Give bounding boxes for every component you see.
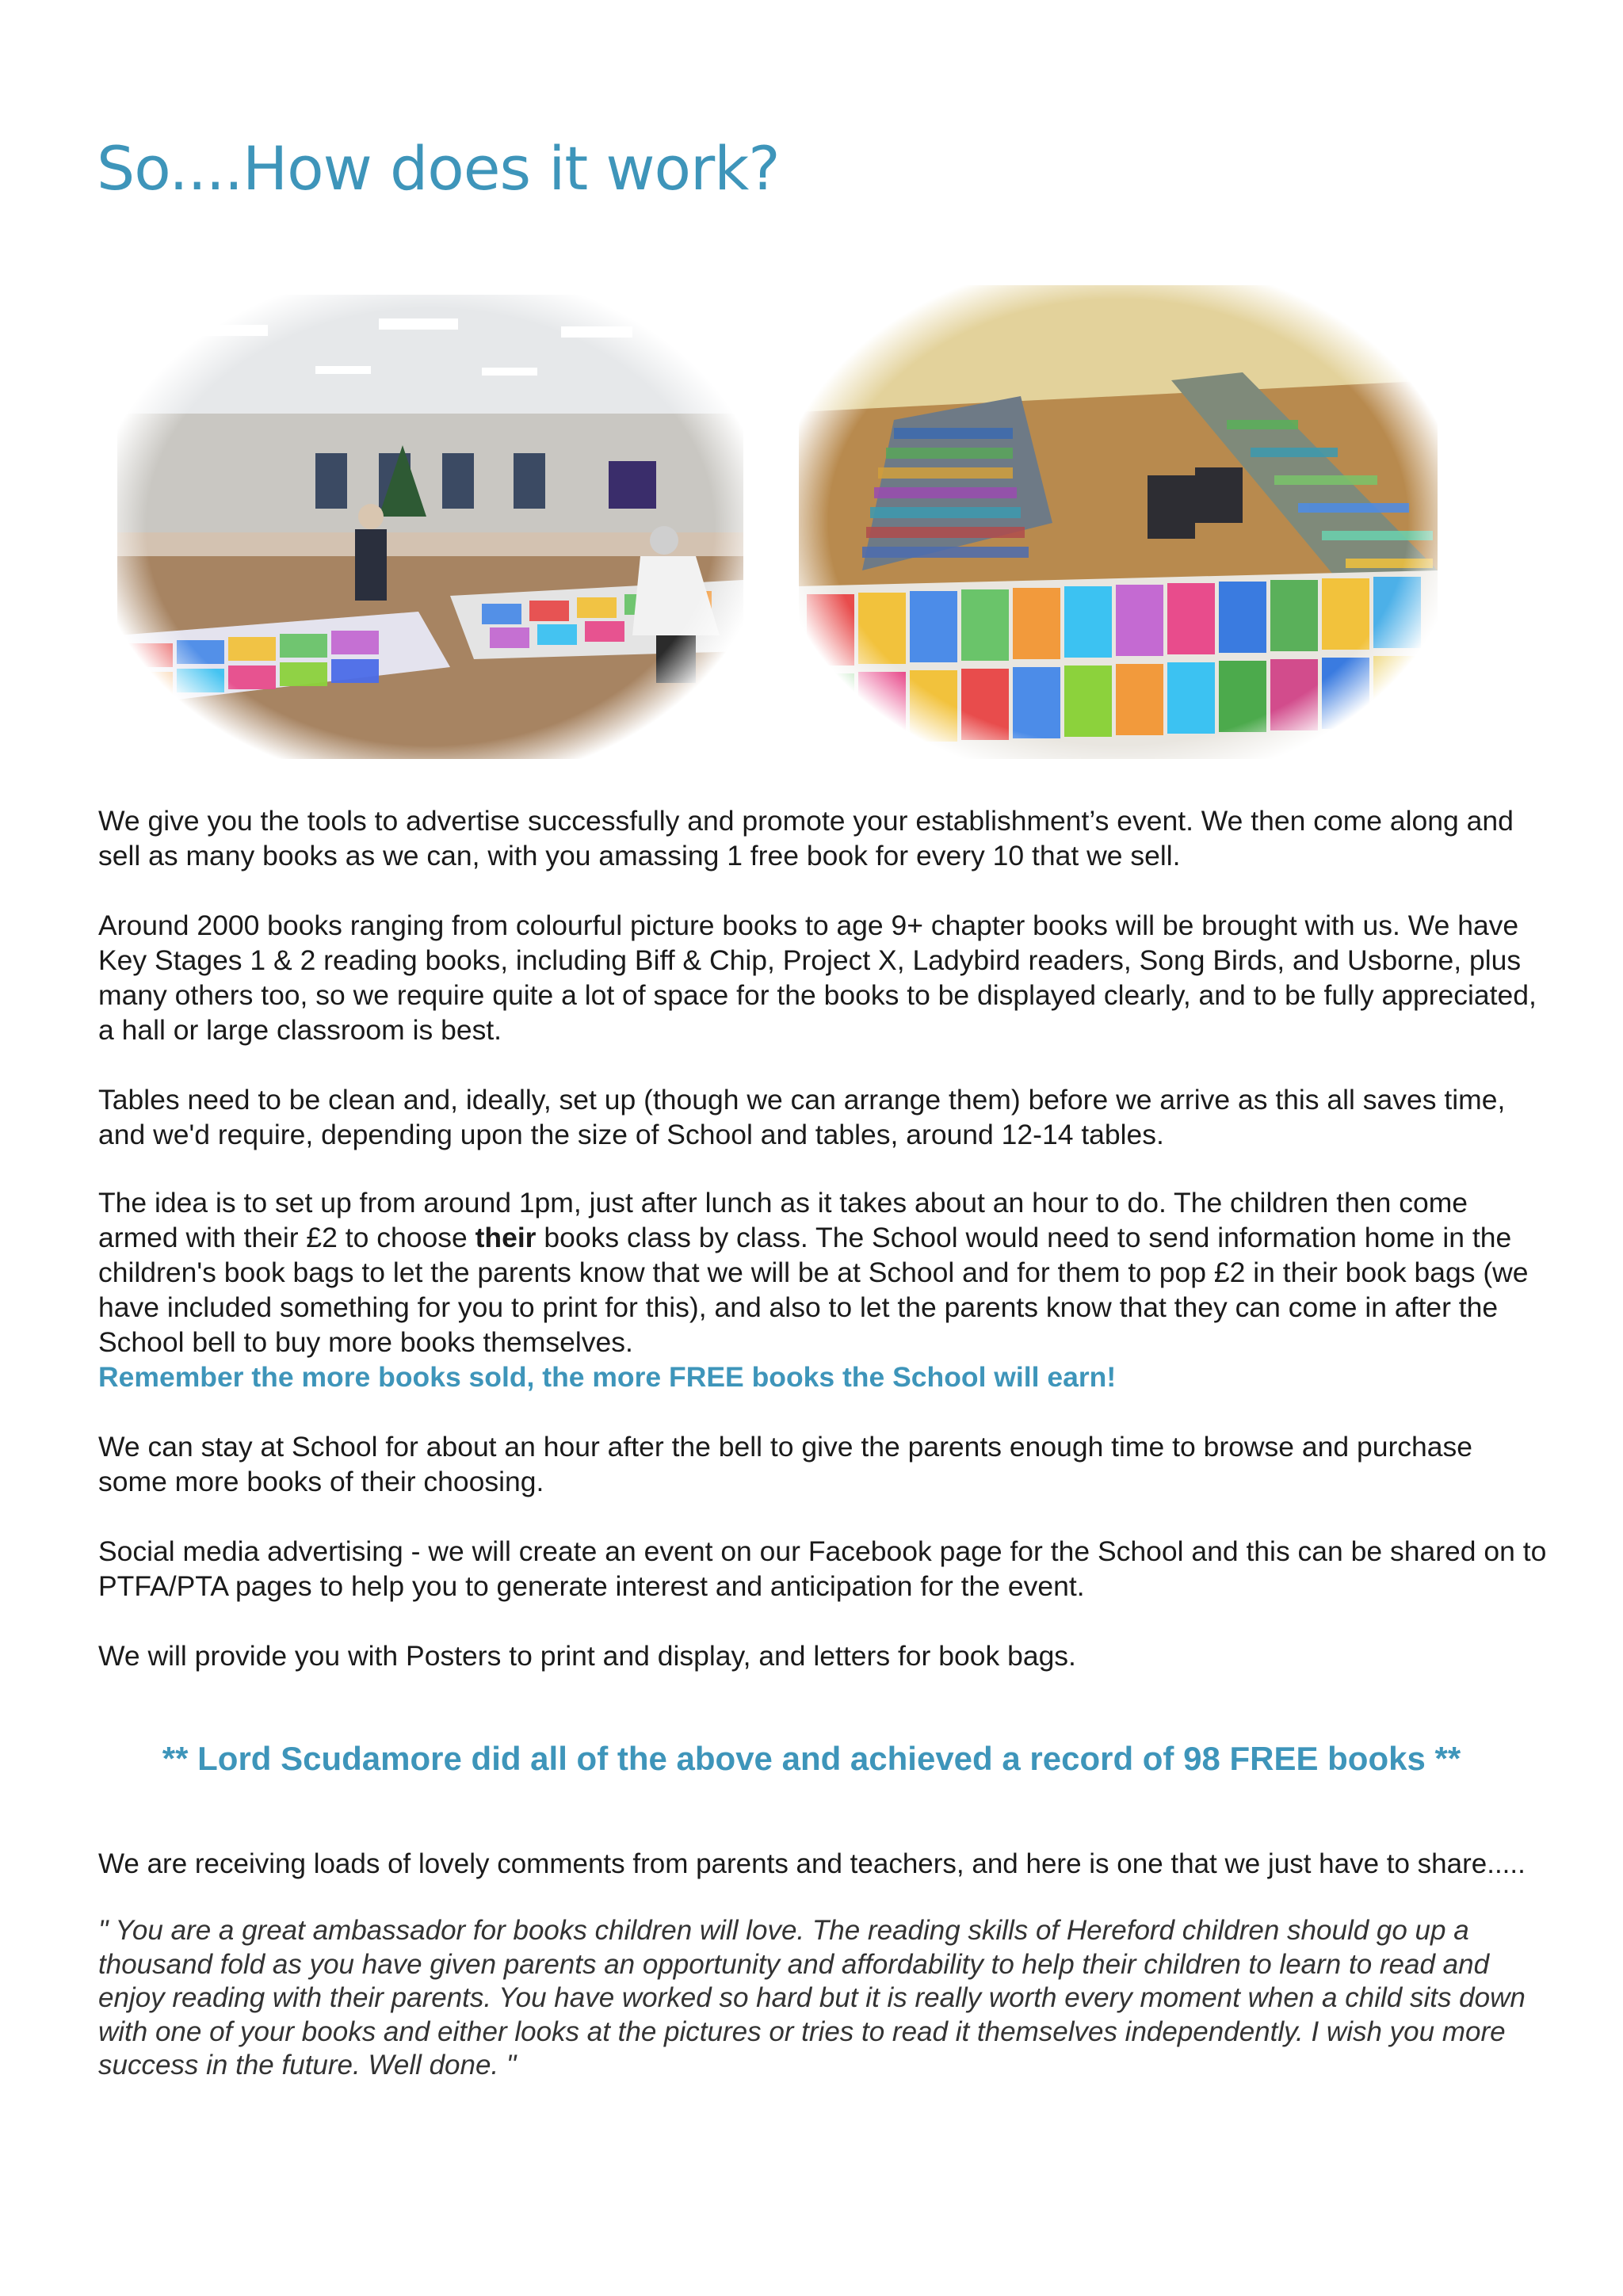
setup-text-bold: their	[475, 1222, 537, 1253]
paragraph-text: Tables need to be clean and, ideally, set up (though we can arrange them) before we arrive as this all saves time, and we'd require, depending upon the size of School and tables, around 12-14 tables.	[98, 1084, 1506, 1150]
paragraph-text: We can stay at School for about an hour after the bell to give the parents enough time to browse and purchase some more books of their choosing.	[98, 1431, 1473, 1497]
setup-text-start: The idea is to set up from around 1pm, just after lunch as it takes about an hour to do. The children then come armed with their £2 to choose	[98, 1187, 1468, 1253]
paragraph-text	[98, 1185, 1549, 1360]
paragraph-text: We give you the tools to advertise successfully and promote your establishment’s event. We then come along and sell as many books as we can, with you amassing 1 free book for every 10 that we sell.	[98, 805, 1514, 871]
paragraph-text: We will provide you with Posters to print and display, and letters for book bags.	[98, 1640, 1076, 1672]
paragraph-text: Around 2000 books ranging from colourful picture books to age 9+ chapter books will be brought with us. We have Key Stages 1 & 2 reading books, including Biff & Chip, Project X, Ladybird readers, Song Birds, and Usborne, plus many others too, so we require quite a lot of space for the books to be displayed clearly, and to be fully appreciated, a hall or large classroom is best.	[98, 910, 1537, 1046]
paragraph-books	[98, 908, 1549, 1047]
hall-photo-left	[117, 295, 743, 759]
paragraph-after-bell	[98, 1429, 1549, 1499]
setup-text-end: books class by class. The School would need to send information home in the children's book bags to let the parents know that we will be at School and for them to pop £2 in their book bags (we have included something for you to print for this), and also to let the parents know that they can come in after the School bell to buy more books themselves.	[98, 1222, 1529, 1358]
paragraph-tables	[98, 1082, 1549, 1152]
highlight-text: Remember the more books sold, the more FREE books the School will earn!	[98, 1361, 1117, 1393]
record-banner: ** Lord Scudamore did all of the above and achieved a record of 98 FREE books **	[162, 1740, 1461, 1777]
paragraph-tools	[98, 803, 1549, 873]
quote-intro: We are receiving loads of lovely comments from parents and teachers, and here is one that we just have to share.....	[98, 1848, 1526, 1879]
paragraph-text: Social media advertising - we will create an event on our Facebook page for the School and this can be shared on to PTFA/PTA pages to help you to generate interest and anticipation for the event.	[98, 1535, 1547, 1602]
hall-photo-right	[799, 285, 1438, 759]
hall-photo-illustration	[117, 295, 743, 759]
testimonial-quote: " You are a great ambassador for books children will love. The reading skills of Hereford children should go up a thousand fold as you have given parents an opportunity and affordability to help their children to learn to read and enjoy reading with their parents. You have worked so hard but it is really worth every moment when a child sits down with one of your books and either looks at the pictures or tries to read it themselves independently. I wish you more success in the future. Well done. "	[98, 1915, 1526, 2081]
books-photo-illustration	[799, 285, 1438, 759]
page-title: So....How does it work?	[97, 133, 780, 204]
paragraph-setup	[98, 1185, 1549, 1394]
paragraph-posters	[98, 1638, 1549, 1673]
paragraph-social	[98, 1534, 1549, 1604]
